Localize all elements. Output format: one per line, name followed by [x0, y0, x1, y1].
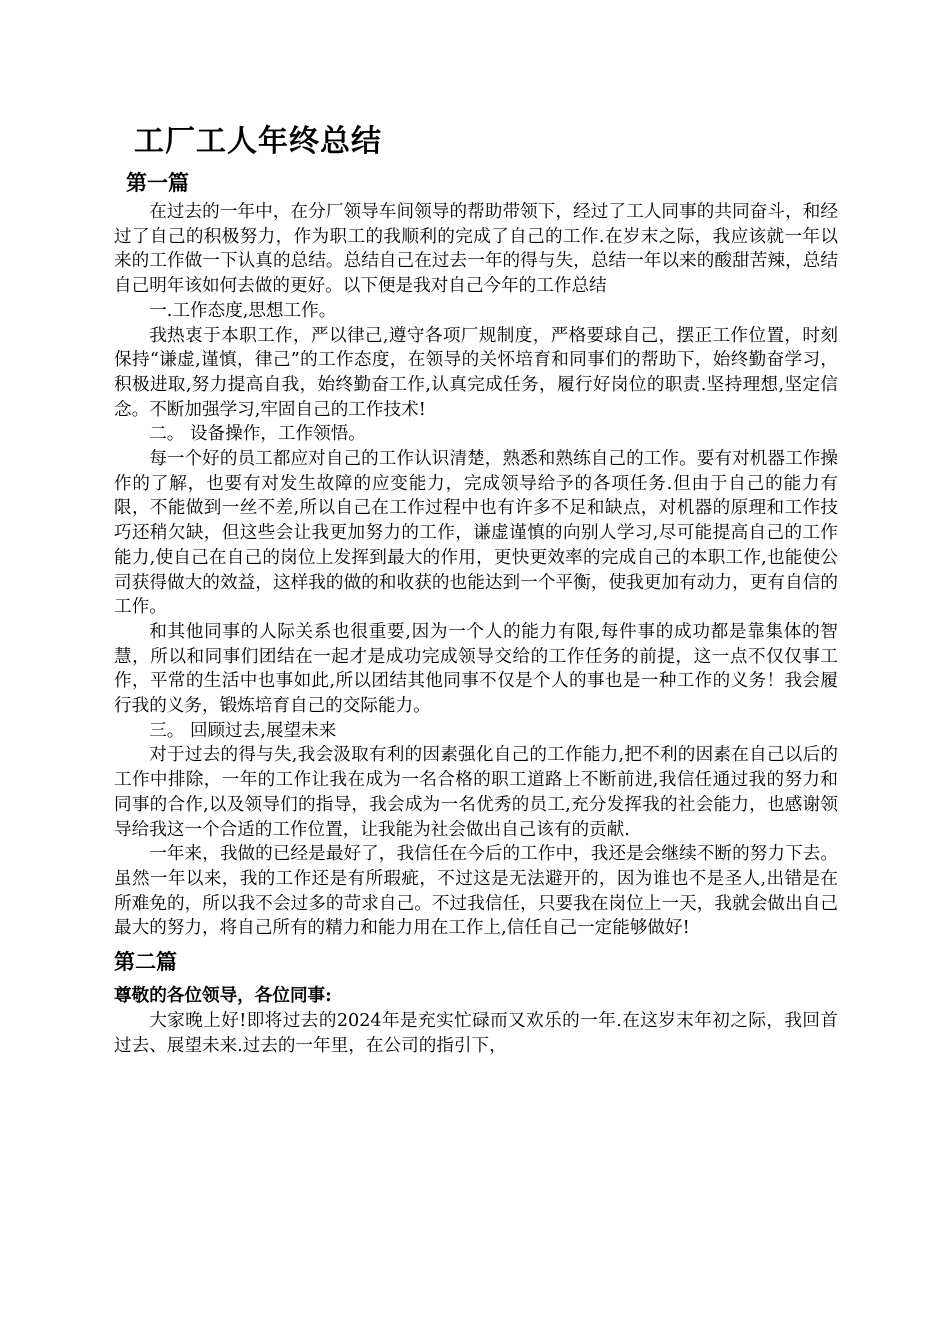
- paragraph: 大家晚上好!即将过去的2024年是充实忙碌而又欢乐的一年.在这岁末年初之际，我回首过去、展望未来.过去的一年里，在公司的指引下，: [114, 1011, 838, 1056]
- section-1-heading: 第一篇: [126, 170, 189, 195]
- paragraph: 每一个好的员工都应对自己的工作认识清楚，熟悉和熟练自己的工作。要有对机器工作操作的了解，也要有对发生故障的应变能力，完成领导给予的各项任务.但由于自己的能力有限，不能做到一丝不差,所以自己在工作过程中也有许多不足和缺点，对机器的原理和工作技巧还稍欠缺，但这些会让我更加努力的工作，谦虚谨慎的向别人学习,尽可能提高自己的工作能力,使自己在自己的岗位上发挥到最大的作用，更快更效率的完成自己的本职工作,也能使公司获得做大的效益，这样我的做的和收获的也能达到一个平衡，使我更加有动力，更有自信的工作。: [114, 449, 838, 618]
- salutation: 尊敬的各位领导，各位同事:: [114, 985, 332, 1007]
- document-title: 工厂工人年终总结: [134, 124, 382, 159]
- subheading: 三。 回顾过去,展望未来: [149, 720, 337, 741]
- paragraph: 我热衷于本职工作，严以律己,遵守各项厂规制度，严格要球自己，摆正工作位置，时刻保持“谦虚,谨慎，律己”的工作态度，在领导的关怀培育和同事们的帮助下，始终勤奋学习，积极进取,努力提高自我，始终勤奋工作,认真完成任务，履行好岗位的职责.坚持理想,坚定信念。不断加强学习,牢固自己的工作技术!: [114, 325, 838, 420]
- paragraph: 在过去的一年中，在分厂领导车间领导的帮助带领下，经过了工人同事的共同奋斗，和经过了自己的积极努力，作为职工的我顺利的完成了自己的工作.在岁末之际，我应该就一年以来的工作做一下认真的总结。总结自己在过去一年的得与失，总结一年以来的酸甜苦辣，总结自己明年该如何去做的更好。以下便是我对自己今年的工作总结: [114, 202, 838, 297]
- section-1-body: [114, 200, 838, 941]
- subheading: 一.工作态度,思想工作。: [149, 300, 337, 321]
- paragraph: 一年来，我做的已经是最好了，我信任在今后的工作中，我还是会继续不断的努力下去。虽然一年以来，我的工作还是有所瑕疵，不过这是无法避开的，因为谁也不是圣人,出错是在所难免的，所以我不会过多的苛求自己。不过我信任，只要我在岗位上一天，我就会做出自己最大的努力，将自己所有的精力和能力用在工作上,信任自己一定能够做好!: [114, 844, 838, 939]
- paragraph: 和其他同事的人际关系也很重要,因为一个人的能力有限,每件事的成功都是靠集体的智慧，所以和同事们团结在一起才是成功完成领导交给的工作任务的前提，这一点不仅仅事工作，平常的生活中也事如此,所以团结其他同事不仅是个人的事也是一种工作的义务！我会履行我的义务，锻炼培育自己的交际能力。: [114, 621, 838, 717]
- paragraph: 对于过去的得与失,我会汲取有利的因素强化自己的工作能力,把不利的因素在自己以后的工作中排除，一年的工作让我在成为一名合格的职工道路上不断前进,我信任通过我的努力和同事的合作,以及领导们的指导，我会成为一名优秀的员工,充分发挥我的社会能力，也感谢领导给我这一个合适的工作位置，让我能为社会做出自己该有的贡献.: [114, 745, 838, 840]
- document-page: [114, 122, 838, 1059]
- section-2-body: [114, 1009, 838, 1058]
- subheading: 二。 设备操作，工作领悟。: [149, 424, 366, 445]
- section-2-heading: 第二篇: [114, 949, 177, 975]
